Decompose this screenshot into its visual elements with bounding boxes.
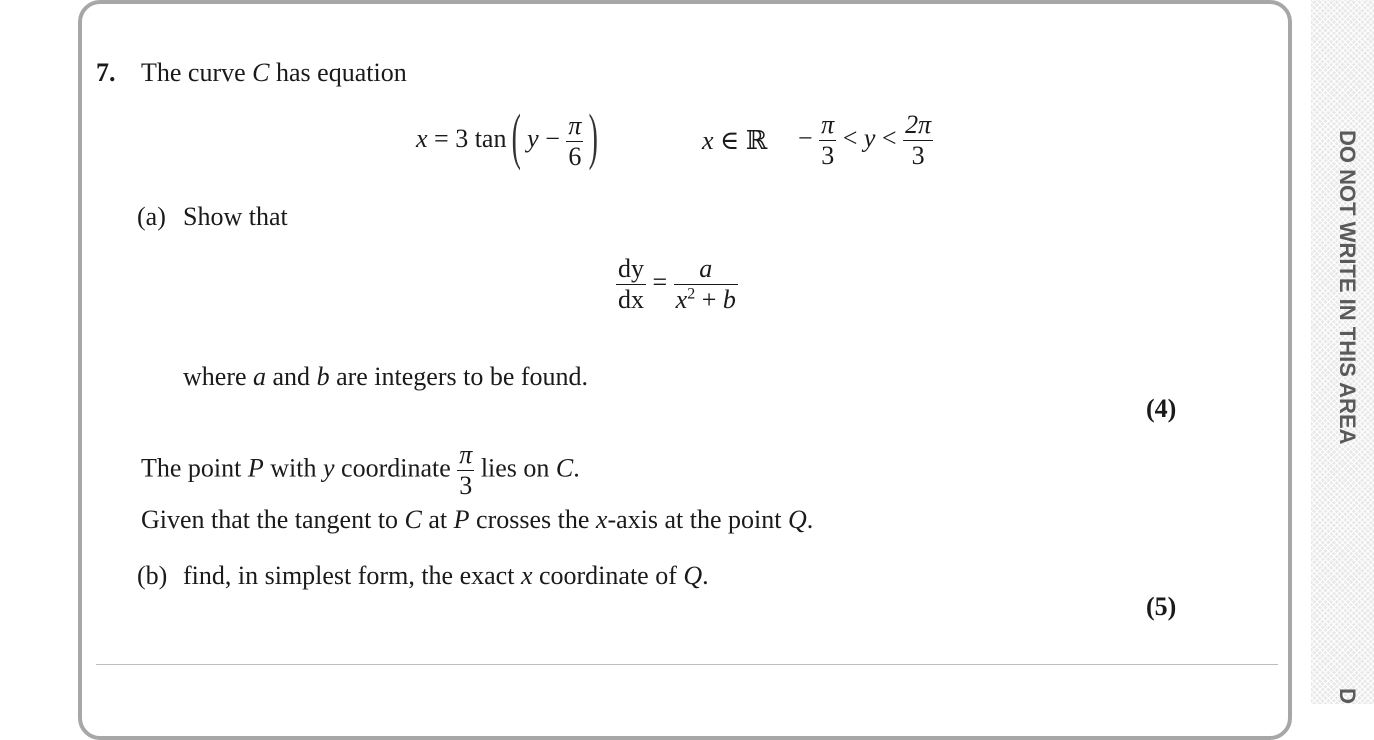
margin-warning-partial: D [1335, 688, 1360, 704]
range: − $\frac{\pi}{3}$ < y < $\frac{2\pi}{3}$ [798, 110, 932, 170]
question-intro: The curve C has equation [141, 58, 407, 87]
margin-warning: DO NOT WRITE IN THIS AREA [1335, 130, 1360, 445]
part-b-text: find, in simplest form, the exact x coordinate of Q. [183, 561, 709, 590]
domain: x ∈ ℝ [702, 126, 768, 155]
part-a-label: (a) [137, 202, 166, 231]
part-a-where: where a and b are integers to be found. [183, 362, 589, 391]
point-text: The point P with y coordinate $\frac{\pi}{3}$ lies on C. [141, 440, 580, 500]
question-number: 7. [96, 58, 116, 87]
curve-equation: x = 3 tan( y − $\frac{\pi}{6}$ ) [416, 103, 599, 171]
derivative-equation: $\frac{dy}{dx}$ = $\frac{a}{x^2 + b}$ [618, 254, 736, 314]
part-a-text: Show that [183, 202, 288, 231]
part-b-label: (b) [137, 561, 168, 590]
part-b-marks: (5) [1146, 592, 1177, 621]
answer-rule [96, 664, 1278, 665]
given-text: Given that the tangent to C at P crosses the x-axis at the point Q. [141, 505, 814, 534]
part-a-marks: (4) [1146, 394, 1177, 423]
